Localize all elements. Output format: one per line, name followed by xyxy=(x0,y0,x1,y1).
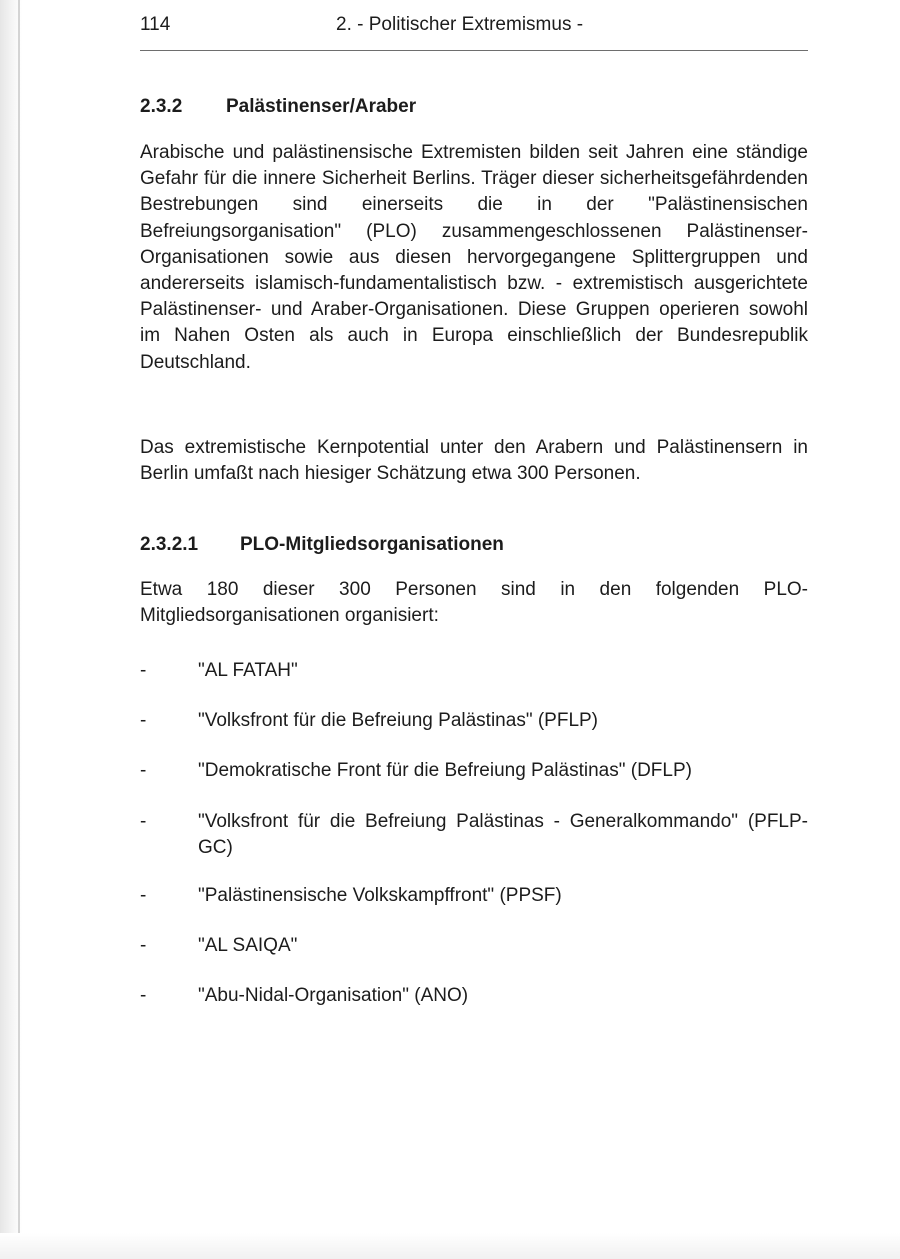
page-number: 114 xyxy=(140,14,171,35)
subsection-intro: Etwa 180 dieser 300 Personen sind in den folgenden PLO-Mitgliedsorganisationen organisiert: xyxy=(140,579,808,627)
organization-name: "Demokratische Front für die Befreiung Palästinas" (DFLP) xyxy=(198,760,692,782)
section-number: 2.3.2 xyxy=(140,96,183,117)
section-heading xyxy=(140,96,416,118)
list-dash: - xyxy=(140,810,147,832)
organization-list xyxy=(140,658,808,1034)
list-dash: - xyxy=(140,985,147,1007)
list-item xyxy=(140,708,808,734)
list-item xyxy=(140,758,808,784)
list-dash: - xyxy=(140,660,147,681)
list-item xyxy=(140,883,808,909)
scan-bottom-edge xyxy=(0,1233,900,1259)
organization-name: "AL SAIQA" xyxy=(198,935,298,957)
organization-name: "Volksfront für die Befreiung Palästinas" (PFLP) xyxy=(198,710,599,732)
header-rule xyxy=(140,50,808,51)
list-dash: - xyxy=(140,710,147,732)
page-header xyxy=(140,14,808,44)
section-paragraph-2: Das extremistische Kernpotential unter den Arabern und Palästinensern in Berlin umfaßt nach hiesiger Schätzung etwa 300 Personen. xyxy=(140,437,808,485)
list-item xyxy=(140,933,808,959)
list-dash: - xyxy=(140,935,147,957)
list-dash: - xyxy=(140,885,147,907)
organization-name: "AL FATAH" xyxy=(198,660,298,681)
scan-binding-line xyxy=(18,0,20,1259)
list-item xyxy=(140,658,808,684)
organization-name: "Abu-Nidal-Organisation" (ANO) xyxy=(198,985,469,1007)
subsection-title: PLO-Mitgliedsorganisationen xyxy=(240,534,504,555)
subsection-heading xyxy=(140,534,504,556)
list-dash: - xyxy=(140,760,147,782)
section-paragraph-1: Arabische und palästinensische Extremisten bilden seit Jahren eine ständige Gefahr für die innere Sicherheit Berlins. Träger dieser sicherheitsgefährdenden Bestrebungen sind einerseits die in der "Palästinensischen Befreiungsorganisation" (PLO) zusammengeschlossenen Palästinenser-Organisationen sowie aus diesen hervorgegangene Splittergruppen und andererseits islamisch-fundamentalistisch bzw. - extremistisch ausgerichtete Palästinenser- und Araber-Organisationen. Diese Gruppen operieren sowohl im Nahen Osten als auch in Europa einschließlich der Bundesrepublik Deutschland. xyxy=(140,142,808,373)
running-head: 2. - Politischer Extremismus - xyxy=(336,14,584,35)
section-title: Palästinenser/Araber xyxy=(226,96,417,117)
organization-name: "Volksfront für die Befreiung Palästinas - Generalkommando" (PFLP-GC) xyxy=(198,810,808,858)
organization-name: "Palästinensische Volkskampffront" (PPSF) xyxy=(198,885,562,907)
subsection-number: 2.3.2.1 xyxy=(140,534,199,555)
list-item xyxy=(140,983,808,1009)
list-item xyxy=(140,809,808,861)
